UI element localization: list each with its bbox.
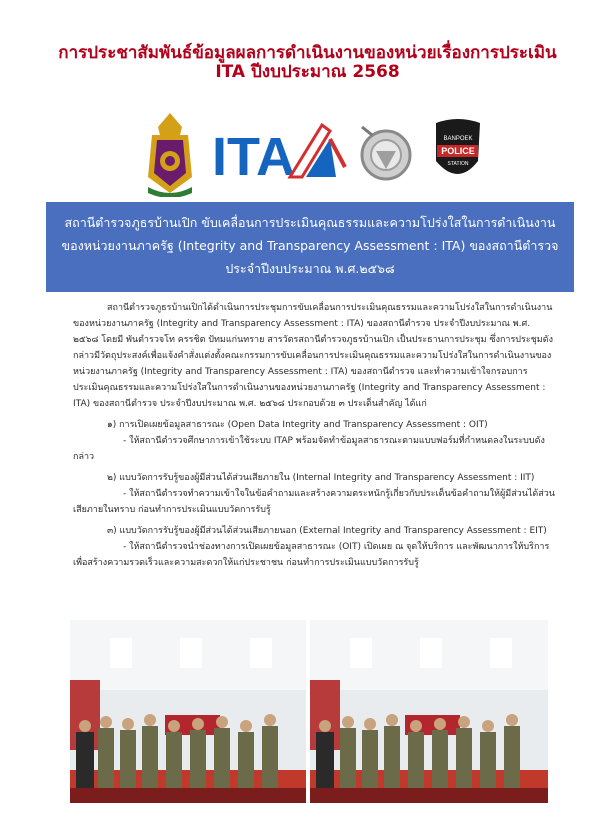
intro-paragraph: สถานีตำรวจภูธรบ้านเปิกได้ดำเนินการประชุมการขับเคลื่อนการประเมินคุณธรรมและความโปร่งใสในการดำเนินงานของหน่วยงานภาครัฐ (Integrity and Transparency Assessment : ITA) ของสถานีตำรวจ ประจำปีงบประมาณ พ.ศ. ๒๕๖๘ โดยมี พันตำรวจโท ครรชิต ปัทมแก่นทราย สารวัตรสถานีตำรวจภูธรบ้านเปิก เป็นประธานการประชุม ซึ่งการประชุมดังกล่าวมีวัตถุประสงค์เพื่อแจ้งคำสั่งแต่งตั้งคณะกรรมการขับเคลื่อนการประเมินคุณธรรมและความโปร่งใสในการดำเนินงานของหน่วยงานภาครัฐ (Integrity and Transparency Assessment : ITA) ของสถานีตำรวจ และทำความเข้าใจกรอบการประเมินคุณธรรมและความโปร่งใสในการดำเนินงานของหน่วยงานภาครัฐ (Integrity and Transparency Assessment : ITA) ของสถานีตำรวจ ประจำปีงบประมาณ พ.ศ. ๒๕๖๘ ประกอบด้วย ๓ ประเด็นสำคัญ ได้แก่ [73, 303, 553, 409]
banner-line-3: ประจำปีงบประมาณ พ.ศ.๒๕๖๘ [225, 261, 395, 276]
ita-logo-text: ITA [212, 127, 295, 187]
badge-top-text: BANPOEK [443, 136, 473, 142]
banner-line-1: สถานีตำรวจภูธรบ้านเปิก ขับเคลื่อนการประเมินคุณธรรมและความโปร่งใสในการดำเนินงาน [64, 215, 556, 230]
banner-line-2: ของหน่วยงานภาครัฐ (Integrity and Transparency Assessment : ITA) ของสถานีตำรวจ [61, 238, 559, 253]
police-station-badge [436, 119, 480, 174]
item-2-heading: ๒) แบบวัดการรับรู้ของผู้มีส่วนได้ส่วนเสียภายใน (Internal Integrity and Transparency Assessment : IIT) [107, 473, 535, 483]
headline-banner [46, 202, 574, 292]
title-line-2: ITA ปีงบประมาณ 2568 [215, 62, 400, 82]
meeting-photo-left [70, 620, 306, 803]
logo-row [140, 107, 480, 197]
item-1-heading: ๑) การเปิดเผยข้อมูลสาธารณะ (Open Data Integrity and Transparency Assessment : OIT) [107, 420, 488, 430]
item-2-text: - ให้สถานีตำรวจทำความเข้าใจในข้อคำถามและสร้างความตระหนักรู้เกี่ยวกับประเด็นข้อคำถามให้ผู้มีส่วนได้ส่วนเสียภายในทราบ ก่อนทำการประเมินแบบวัดการรับรู้ [73, 489, 555, 515]
item-3-heading: ๓) แบบวัดการรับรู้ของผู้มีส่วนได้ส่วนเสียภายนอก (External Integrity and Transparency Assessment : EIT) [107, 526, 547, 536]
meeting-photos [70, 620, 548, 803]
police-seal-emblem [362, 127, 410, 179]
article-body [73, 300, 557, 571]
item-3-text: - ให้สถานีตำรวจนำช่องทางการเปิดเผยข้อมูลสาธารณะ (OIT) เปิดเผย ณ จุดให้บริการ และพัฒนาการให้บริการเพื่อสร้างความรวดเร็วและความสะดวกให้แก่ประชาชน ก่อนทำการประเมินแบบวัดการรับรู้ [73, 542, 550, 568]
title-line-1: การประชาสัมพันธ์ข้อมูลผลการดำเนินงานของหน่วยเรื่องการประเมิน [58, 43, 557, 63]
ita-logo [212, 125, 345, 187]
meeting-photo-right [310, 620, 548, 803]
item-1-text: - ให้สถานีตำรวจศึกษาการเข้าใช้ระบบ ITAP พร้อมจัดทำข้อมูลสาธารณะตามแบบฟอร์มที่กำหนดลงในระบบดังกล่าว [73, 436, 545, 462]
badge-bottom-text: STATION [447, 161, 469, 167]
badge-main-text: POLICE [441, 146, 475, 156]
royal-thai-police-emblem [148, 113, 192, 197]
page-title [20, 44, 595, 82]
